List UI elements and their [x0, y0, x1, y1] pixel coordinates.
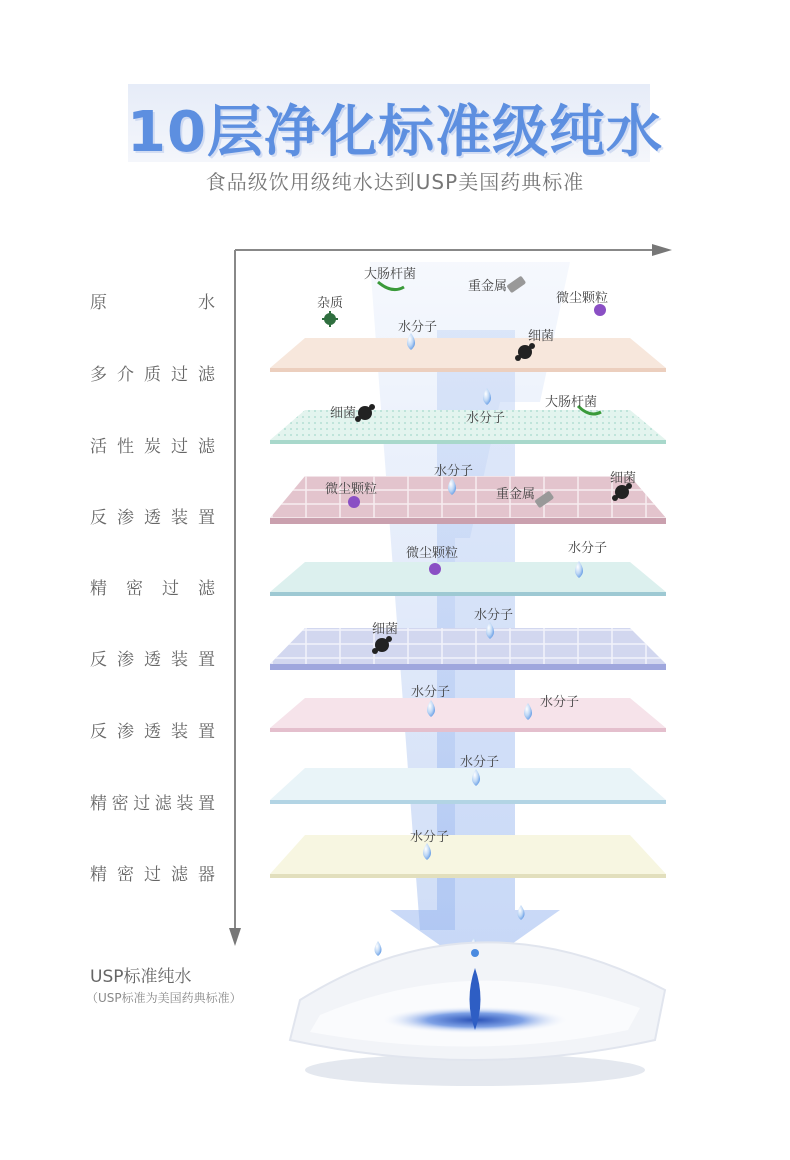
- filter-layer-4: [270, 562, 666, 596]
- stage-label: 原 水: [90, 293, 215, 313]
- water-molecule-label: 水分子: [434, 464, 474, 479]
- stage-label: 精密过滤装置: [90, 794, 215, 814]
- stage-label: 反渗透装置: [90, 650, 215, 670]
- filter-layer-8: [270, 835, 666, 878]
- water-molecule-label: 水分子: [540, 695, 580, 710]
- water-molecule-label: 水分子: [410, 830, 450, 845]
- contaminant-label: 杂质: [317, 296, 344, 311]
- stage-label: 多介质过滤: [90, 365, 215, 385]
- page-subtitle: 食品级饮用级纯水达到USP美国药典标准: [205, 170, 585, 194]
- axis-arrow-down: [229, 928, 241, 946]
- page-title: 10层净化标准级纯水: [127, 100, 663, 165]
- contaminant-label: 细菌: [330, 406, 357, 421]
- stage-label: 反渗透装置: [90, 508, 215, 528]
- impurity-icon: [322, 311, 338, 327]
- contaminant-label: 大肠杆菌: [364, 267, 417, 282]
- water-molecule-label: 水分子: [398, 320, 438, 335]
- filter-layer-5: [270, 628, 666, 670]
- stage-label: 精 密 过 滤: [90, 579, 215, 599]
- filter-layer-7: [270, 768, 666, 804]
- water-molecule-label: 水分子: [460, 755, 500, 770]
- contaminant-label: 大肠杆菌: [545, 395, 598, 410]
- water-molecule-label: 水分子: [568, 541, 608, 556]
- contaminant-label: 微尘颗粒: [325, 482, 378, 497]
- contaminant-label: 重金属: [496, 487, 536, 502]
- final-water-label: USP标准纯水: [90, 967, 192, 987]
- contaminant-label: 微尘颗粒: [556, 291, 609, 306]
- dust-particle-icon: [348, 496, 360, 508]
- axis-arrow-right: [652, 244, 672, 256]
- contaminant-label: 重金属: [468, 279, 508, 294]
- splash-drop-icon: [471, 949, 479, 957]
- filter-layer-1: [270, 338, 666, 372]
- contaminant-label: 微尘颗粒: [406, 546, 459, 561]
- contaminant-label: 细菌: [528, 329, 555, 344]
- water-drop-icon: [375, 941, 382, 956]
- stage-label: 活性炭过滤: [90, 437, 215, 457]
- dust-particle-icon: [429, 563, 441, 575]
- contaminant-label: 细菌: [610, 471, 637, 486]
- stage-label: 反渗透装置: [90, 722, 215, 742]
- water-molecule-label: 水分子: [474, 608, 514, 623]
- water-molecule-label: 水分子: [411, 685, 451, 700]
- stage-label: 精密过滤器: [90, 865, 215, 885]
- filter-layer-6: [270, 698, 666, 732]
- final-water-note: （USP标准为美国药典标准）: [86, 991, 242, 1005]
- contaminant-label: 细菌: [372, 622, 399, 637]
- pure-water-basin: [290, 942, 665, 1086]
- water-molecule-label: 水分子: [466, 411, 506, 426]
